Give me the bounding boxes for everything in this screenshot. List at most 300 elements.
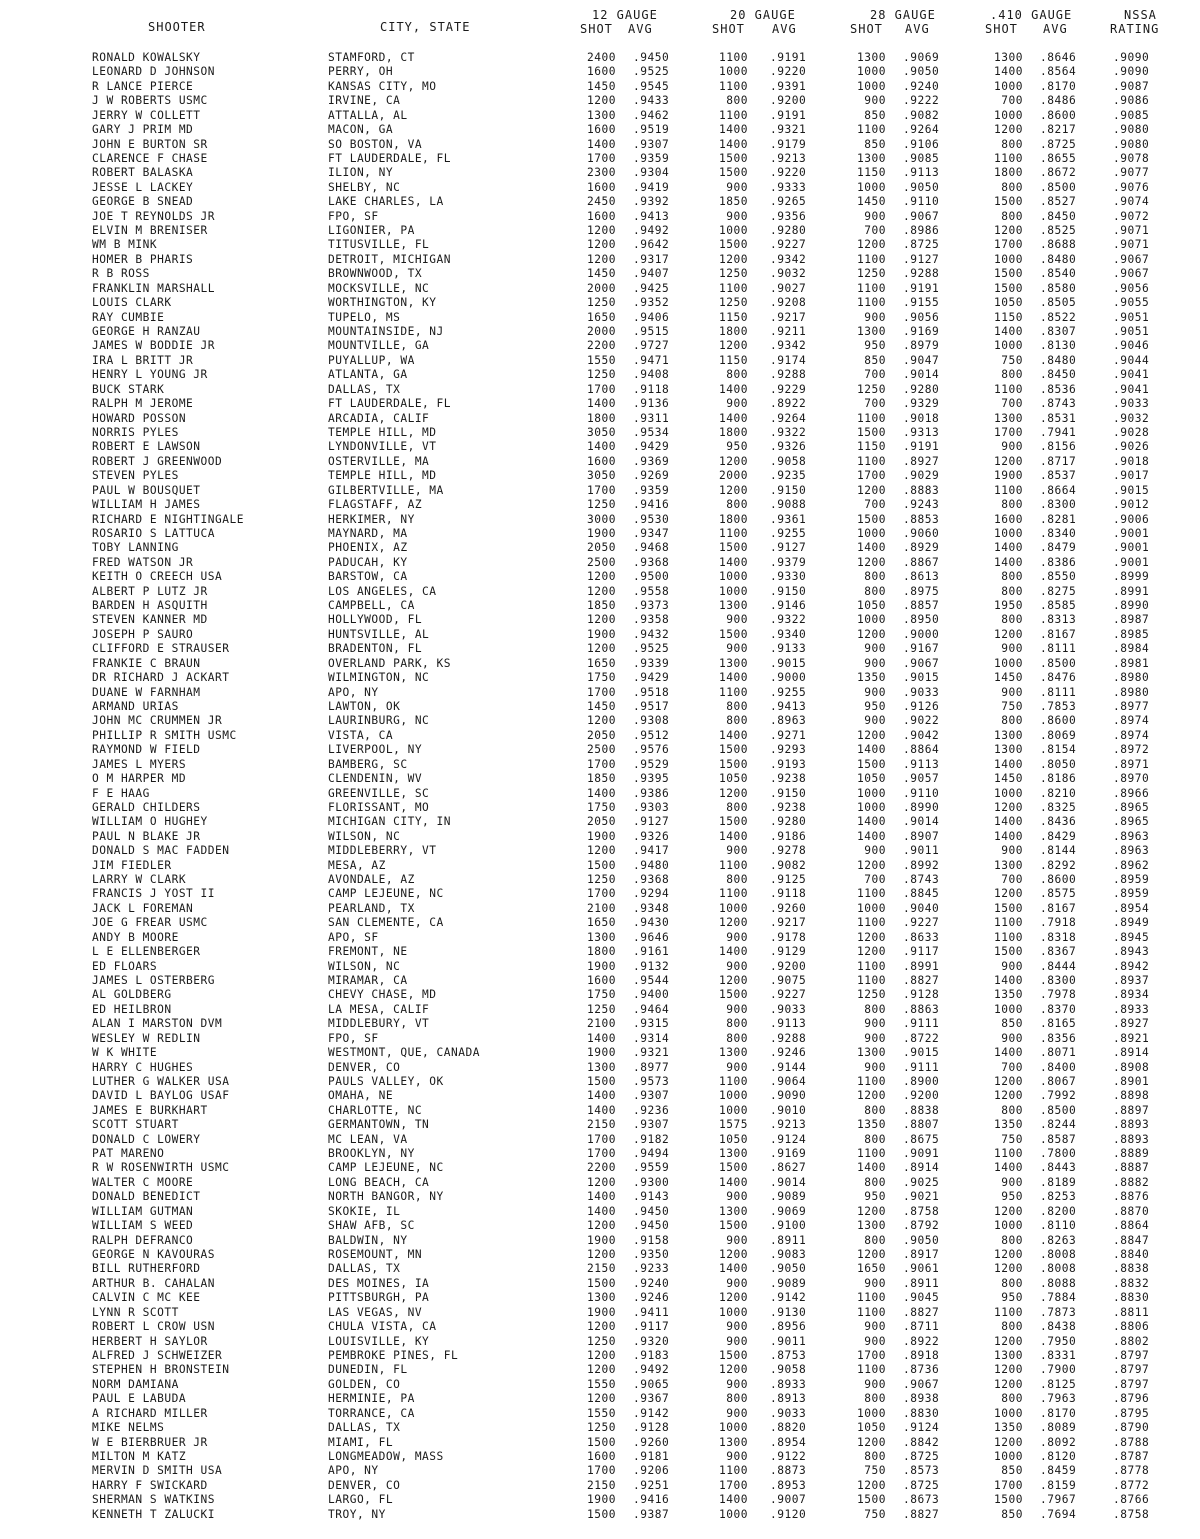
gauge-28-shot: 900	[864, 1377, 886, 1391]
gauge-28-shot: 1000	[857, 526, 886, 540]
gauge-28-shot: 900	[864, 310, 886, 324]
gauge-20-shot: 900	[726, 1334, 748, 1348]
gauge-28-avg: .9240	[903, 79, 940, 93]
gauge-28-avg: .8633	[903, 930, 940, 944]
gauge-410-shot: 950	[1001, 1190, 1023, 1204]
gauge-12-shot: 1800	[587, 945, 616, 959]
gauge-410-shot: 1150	[994, 310, 1023, 324]
nssa-rating: .9072	[1113, 209, 1150, 223]
shooter-name: STEPHEN H BRONSTEIN	[92, 1363, 230, 1377]
gauge-28-shot: 800	[864, 1132, 886, 1146]
gauge-410-avg: .8300	[1040, 498, 1077, 512]
gauge-410-avg: .8450	[1040, 209, 1077, 223]
city-state: TEMPLE HILL, MD	[328, 469, 437, 483]
gauge-12-avg: .9492	[633, 1363, 670, 1377]
table-row	[0, 1262, 1200, 1276]
city-state: GERMANTOWN, TN	[328, 1118, 430, 1132]
gauge-20-avg: .9220	[770, 65, 807, 79]
gauge-20-avg: .9280	[770, 815, 807, 829]
gauge-12-shot: 1700	[587, 483, 616, 497]
gauge-20-avg: .9227	[770, 988, 807, 1002]
table-row	[0, 1147, 1200, 1161]
gauge-20-avg: .8954	[770, 1435, 807, 1449]
city-state: BROOKLYN, NY	[328, 1147, 415, 1161]
table-row	[0, 210, 1200, 224]
gauge-12-avg: .9127	[633, 815, 670, 829]
table-row	[0, 1234, 1200, 1248]
gauge-20-shot: 900	[726, 1276, 748, 1290]
gauge-28-shot: 1100	[857, 1291, 886, 1305]
nssa-rating: .8889	[1113, 1147, 1150, 1161]
gauge-28-shot: 1250	[857, 267, 886, 281]
city-state: LONGMEADOW, MASS	[328, 1449, 444, 1463]
gauge-12-avg: .9559	[633, 1161, 670, 1175]
nssa-rating: .9044	[1113, 353, 1150, 367]
gauge-410-shot: 1350	[994, 1118, 1023, 1132]
gauge-20-avg: .9260	[770, 901, 807, 915]
city-state: MIDDLEBURY, VT	[328, 1017, 430, 1031]
gauge-410-shot: 900	[1001, 1031, 1023, 1045]
city-state: WILSON, NC	[328, 829, 401, 843]
table-row	[0, 1291, 1200, 1305]
gauge-20-shot: 1400	[719, 123, 748, 137]
city-state: FT LAUDERDALE, FL	[328, 151, 452, 165]
gauge-410-shot: 1000	[994, 339, 1023, 353]
gauge-410-shot: 700	[1001, 94, 1023, 108]
gauge-20-shot: 900	[726, 1190, 748, 1204]
gauge-28-avg: .8857	[903, 599, 940, 613]
gauge-12-avg: .9727	[633, 339, 670, 353]
gauge-20-avg: .9227	[770, 238, 807, 252]
gauge-28-shot: 1100	[857, 411, 886, 425]
gauge-20-shot: 900	[726, 209, 748, 223]
table-row	[0, 498, 1200, 512]
table-row	[0, 758, 1200, 772]
gauge-410-shot: 800	[1001, 570, 1023, 584]
gauge-12-avg: .9183	[633, 1348, 670, 1362]
gauge-12-shot: 1300	[587, 1060, 616, 1074]
gauge-12-shot: 1550	[587, 353, 616, 367]
gauge-410-avg: .8600	[1040, 873, 1077, 887]
gauge-28-shot: 1400	[857, 1161, 886, 1175]
nssa-rating: .8840	[1113, 1248, 1150, 1262]
city-state: LOS ANGELES, CA	[328, 584, 437, 598]
nssa-rating: .9001	[1113, 541, 1150, 555]
gauge-28-shot: 1000	[857, 180, 886, 194]
gauge-12-shot: 1200	[587, 94, 616, 108]
gauge-12-avg: .9352	[633, 296, 670, 310]
gauge-12-shot: 1250	[587, 368, 616, 382]
gauge-20-shot: 1500	[719, 1348, 748, 1362]
nssa-rating: .8811	[1113, 1305, 1150, 1319]
table-row	[0, 1003, 1200, 1017]
gauge-410-shot: 1600	[994, 512, 1023, 526]
gauge-28-avg: .9110	[903, 786, 940, 800]
gauge-20-avg: .9255	[770, 526, 807, 540]
gauge-12-avg: .9128	[633, 1421, 670, 1435]
gauge-410-avg: .8159	[1040, 1478, 1077, 1492]
gauge-12-avg: .9576	[633, 743, 670, 757]
gauge-12-avg: .9161	[633, 945, 670, 959]
gauge-28-avg: .9091	[903, 1147, 940, 1161]
gauge-20-shot: 1200	[719, 1363, 748, 1377]
gauge-20-shot: 1100	[719, 858, 748, 872]
gauge-410-shot: 800	[1001, 1276, 1023, 1290]
gauge-28-avg: .9014	[903, 815, 940, 829]
gauge-410-avg: .8600	[1040, 108, 1077, 122]
gauge-28-shot: 800	[864, 1002, 886, 1016]
city-state: CHARLOTTE, NC	[328, 1103, 423, 1117]
gauge-28-avg: .9018	[903, 411, 940, 425]
shooter-name: BARDEN H ASQUITH	[92, 599, 208, 613]
gauge-410-avg: .8400	[1040, 1060, 1077, 1074]
nssa-rating: .8806	[1113, 1320, 1150, 1334]
gauge-28-avg: .8863	[903, 1002, 940, 1016]
gauge-20-avg: .9000	[770, 671, 807, 685]
gauge-28-avg: .9329	[903, 397, 940, 411]
city-state: APO, NY	[328, 685, 379, 699]
gauge-12-avg: .9307	[633, 137, 670, 151]
nssa-rating: .9006	[1113, 512, 1150, 526]
gauge-20-avg: .9379	[770, 555, 807, 569]
gauge-410-shot: 1200	[994, 1334, 1023, 1348]
table-row	[0, 772, 1200, 786]
gauge-20-avg: .9142	[770, 1291, 807, 1305]
gauge-28-avg: .9085	[903, 151, 940, 165]
city-state: CAMP LEJEUNE, NC	[328, 887, 444, 901]
gauge-28-shot: 1400	[857, 743, 886, 757]
gauge-28-shot: 1500	[857, 757, 886, 771]
gauge-410-shot: 750	[1001, 1132, 1023, 1146]
gauge-410-shot: 1450	[994, 671, 1023, 685]
nssa-rating: .8927	[1113, 1017, 1150, 1031]
nssa-rating: .8949	[1113, 916, 1150, 930]
gauge-20-avg: .9271	[770, 728, 807, 742]
gauge-410-avg: .8210	[1040, 786, 1077, 800]
gauge-410-shot: 1500	[994, 281, 1023, 295]
gauge-12-avg: .9429	[633, 440, 670, 454]
gauge-12-shot: 1700	[587, 1147, 616, 1161]
gauge-12-shot: 1700	[587, 382, 616, 396]
gauge-28-shot: 1650	[857, 1262, 886, 1276]
nssa-rating: .8870	[1113, 1204, 1150, 1218]
shooter-name: CLIFFORD E STRAUSER	[92, 642, 230, 656]
gauge-410-shot: 800	[1001, 498, 1023, 512]
gauge-28-avg: .9110	[903, 195, 940, 209]
gauge-410-shot: 1350	[994, 1421, 1023, 1435]
gauge-20-shot: 1200	[719, 916, 748, 930]
city-state: IRVINE, CA	[328, 94, 401, 108]
gauge-410-avg: .8522	[1040, 310, 1077, 324]
city-state: SAN CLEMENTE, CA	[328, 916, 444, 930]
gauge-20-avg: .9213	[770, 1118, 807, 1132]
gauge-20-shot: 1300	[719, 656, 748, 670]
gauge-20-shot: 1400	[719, 945, 748, 959]
gauge-20-avg: .9342	[770, 339, 807, 353]
gauge-12-avg: .9311	[633, 411, 670, 425]
shooter-name: W K WHITE	[92, 1046, 158, 1060]
gauge-28-shot: 700	[864, 368, 886, 382]
gauge-410-avg: .8480	[1040, 252, 1077, 266]
gauge-12-avg: .9269	[633, 469, 670, 483]
gauge-20-avg: .8913	[770, 1392, 807, 1406]
nssa-rating: .9012	[1113, 498, 1150, 512]
gauge-20-avg: .9150	[770, 483, 807, 497]
gauge-20-avg: .8911	[770, 1233, 807, 1247]
gauge-28-avg: .8736	[903, 1363, 940, 1377]
nssa-rating: .8778	[1113, 1464, 1150, 1478]
gauge-20-shot: 1100	[719, 108, 748, 122]
table-row	[0, 613, 1200, 627]
gauge-410-avg: .8459	[1040, 1464, 1077, 1478]
city-state: GOLDEN, CO	[328, 1377, 401, 1391]
gauge-410-avg: .8500	[1040, 656, 1077, 670]
gauge-12-avg: .9367	[633, 1392, 670, 1406]
gauge-20-shot: 1050	[719, 772, 748, 786]
table-row	[0, 383, 1200, 397]
nssa-rating: .9051	[1113, 310, 1150, 324]
city-state: ATTALLA, AL	[328, 108, 408, 122]
gauge-28-shot: 1200	[857, 1089, 886, 1103]
nssa-rating: .8864	[1113, 1219, 1150, 1233]
gauge-410-shot: 1200	[994, 1363, 1023, 1377]
gauge-20-avg: .9200	[770, 959, 807, 973]
shooter-name: GERALD CHILDERS	[92, 800, 201, 814]
gauge-410-shot: 900	[1001, 844, 1023, 858]
city-state: LYNDONVILLE, VT	[328, 440, 437, 454]
gauge-410-avg: .8743	[1040, 397, 1077, 411]
gauge-20-avg: .8820	[770, 1421, 807, 1435]
gauge-28-avg: .9169	[903, 325, 940, 339]
gauge-20-avg: .9050	[770, 1262, 807, 1276]
gauge-12-shot: 1200	[587, 224, 616, 238]
nssa-rating: .9032	[1113, 411, 1150, 425]
gauge-28-shot: 1350	[857, 1118, 886, 1132]
nssa-rating: .8796	[1113, 1392, 1150, 1406]
table-row	[0, 166, 1200, 180]
shooter-name: JOHN MC CRUMMEN JR	[92, 714, 223, 728]
gauge-28-shot: 1450	[857, 195, 886, 209]
gauge-20-avg: .9179	[770, 137, 807, 151]
gauge-12-avg: .9558	[633, 584, 670, 598]
gauge-28-avg: .9047	[903, 353, 940, 367]
gauge-28-avg: .8807	[903, 1118, 940, 1132]
gauge-12-shot: 1500	[587, 1507, 616, 1521]
gauge-20-shot: 1575	[719, 1118, 748, 1132]
shooter-name: RALPH DEFRANCO	[92, 1233, 194, 1247]
gauge-410-shot: 1450	[994, 772, 1023, 786]
gauge-12-shot: 1800	[587, 411, 616, 425]
gauge-28-avg: .9042	[903, 728, 940, 742]
gauge-12-shot: 1900	[587, 526, 616, 540]
gauge-410-avg: .7853	[1040, 699, 1077, 713]
shooter-name: ARMAND URIAS	[92, 699, 179, 713]
gauge-20-avg: .9124	[770, 1132, 807, 1146]
table-row	[0, 238, 1200, 252]
table-row	[0, 1363, 1200, 1377]
gauge-28-shot: 1300	[857, 1046, 886, 1060]
gauge-20-avg: .9238	[770, 800, 807, 814]
gauge-12-shot: 1850	[587, 599, 616, 613]
gauge-20-avg: .8922	[770, 397, 807, 411]
gauge-12-avg: .9407	[633, 267, 670, 281]
nssa-rating: .8901	[1113, 1074, 1150, 1088]
city-state: MOCKSVILLE, NC	[328, 281, 430, 295]
gauge-28-avg: .8938	[903, 1392, 940, 1406]
gauge-28-shot-header: SHOT	[850, 22, 883, 36]
table-row	[0, 1320, 1200, 1334]
shooter-name: RAYMOND W FIELD	[92, 743, 201, 757]
gauge-28-shot: 1400	[857, 829, 886, 843]
gauge-12-avg: .9326	[633, 829, 670, 843]
gauge-20-shot: 1100	[719, 526, 748, 540]
table-row	[0, 80, 1200, 94]
city-state: MICHIGAN CITY, IN	[328, 815, 452, 829]
shooter-name: JAMES E BURKHART	[92, 1103, 208, 1117]
gauge-12-shot: 1700	[587, 887, 616, 901]
gauge-28-shot: 850	[864, 108, 886, 122]
gauge-28-shot: 1200	[857, 1435, 886, 1449]
gauge-20-shot: 1200	[719, 786, 748, 800]
nssa-rating: .8963	[1113, 844, 1150, 858]
gauge-28-shot: 1050	[857, 772, 886, 786]
gauge-410-avg: .8531	[1040, 411, 1077, 425]
gauge-28-shot: 900	[864, 1276, 886, 1290]
gauge-20-avg: .9321	[770, 123, 807, 137]
table-row	[0, 801, 1200, 815]
gauge-410-avg: .8585	[1040, 599, 1077, 613]
gauge-20-avg: .9069	[770, 1204, 807, 1218]
gauge-410-avg: .8386	[1040, 555, 1077, 569]
gauge-28-shot: 850	[864, 353, 886, 367]
gauge-410-avg: .7992	[1040, 1089, 1077, 1103]
gauge-28-avg: .9033	[903, 685, 940, 699]
gauge-410-avg: .8069	[1040, 728, 1077, 742]
shooter-name: GEORGE B SNEAD	[92, 195, 194, 209]
shooter-name: BUCK STARK	[92, 382, 165, 396]
gauge-410-avg: .8505	[1040, 296, 1077, 310]
gauge-410-avg: .8050	[1040, 757, 1077, 771]
gauge-12-shot: 1200	[587, 642, 616, 656]
gauge-28-avg: .8950	[903, 613, 940, 627]
nssa-rating: .9033	[1113, 397, 1150, 411]
nssa-rating: .8970	[1113, 772, 1150, 786]
gauge-12-shot: 3000	[587, 512, 616, 526]
gauge-20-shot: 800	[726, 699, 748, 713]
nssa-rating: .8991	[1113, 584, 1150, 598]
gauge-410-avg: .8189	[1040, 1175, 1077, 1189]
gauge-20-shot: 1250	[719, 267, 748, 281]
city-state: ROSEMOUNT, MN	[328, 1248, 423, 1262]
gauge-28-shot: 900	[864, 209, 886, 223]
gauge-28-shot: 900	[864, 1334, 886, 1348]
gauge-12-avg: .9339	[633, 656, 670, 670]
gauge-410-shot: 1400	[994, 757, 1023, 771]
gauge-12-avg: .9395	[633, 772, 670, 786]
nssa-rating: .8943	[1113, 945, 1150, 959]
gauge-12-avg: .9642	[633, 238, 670, 252]
gauge-28-avg: .9126	[903, 699, 940, 713]
gauge-410-avg: .8186	[1040, 772, 1077, 786]
gauge-410-avg: .7884	[1040, 1291, 1077, 1305]
gauge-12-shot: 1600	[587, 1449, 616, 1463]
table-row	[0, 1089, 1200, 1103]
gauge-28-shot: 800	[864, 1449, 886, 1463]
gauge-12-avg: .9529	[633, 757, 670, 771]
gauge-12-shot: 1900	[587, 829, 616, 843]
table-row	[0, 931, 1200, 945]
gauge-12-avg: .9450	[633, 1204, 670, 1218]
gauge-28-avg: .9111	[903, 1060, 940, 1074]
gauge-410-shot: 1100	[994, 382, 1023, 396]
gauge-12-avg: .9158	[633, 1233, 670, 1247]
shooter-name: PAUL W BOUSQUET	[92, 483, 201, 497]
gauge-28-avg: .8725	[903, 1449, 940, 1463]
gauge-28-avg: .8722	[903, 1031, 940, 1045]
gauge-12-avg: .9236	[633, 1103, 670, 1117]
table-row	[0, 1190, 1200, 1204]
gauge-28-shot: 1150	[857, 166, 886, 180]
city-state: VISTA, CA	[328, 728, 394, 742]
gauge-410-avg: .8292	[1040, 858, 1077, 872]
gauge-410-shot: 950	[1001, 1291, 1023, 1305]
gauge-410-shot: 1500	[994, 901, 1023, 915]
gauge-410-avg: .8540	[1040, 267, 1077, 281]
gauge-12-avg: .9392	[633, 195, 670, 209]
table-row	[0, 311, 1200, 325]
gauge-28-avg: .9060	[903, 526, 940, 540]
table-row	[0, 339, 1200, 353]
gauge-410-avg: .8564	[1040, 65, 1077, 79]
gauge-410-shot: 1300	[994, 51, 1023, 64]
gauge-410-avg: .8500	[1040, 180, 1077, 194]
gauge-28-shot: 1200	[857, 627, 886, 641]
city-state: NORTH BANGOR, NY	[328, 1190, 444, 1204]
gauge-410-shot: 1000	[994, 252, 1023, 266]
city-state: WORTHINGTON, KY	[328, 296, 437, 310]
shooter-name: FRED WATSON JR	[92, 555, 194, 569]
gauge-12-avg: .9413	[633, 209, 670, 223]
gauge-28-avg: .8675	[903, 1132, 940, 1146]
gauge-410-shot: 800	[1001, 584, 1023, 598]
city-state: DENVER, CO	[328, 1060, 401, 1074]
gauge-12-avg: .9518	[633, 685, 670, 699]
gauge-28-shot: 900	[864, 94, 886, 108]
shooter-name: DONALD BENEDICT	[92, 1190, 201, 1204]
gauge-20-shot: 1300	[719, 1204, 748, 1218]
gauge-20-avg: .9213	[770, 151, 807, 165]
gauge-12-avg: .9494	[633, 1147, 670, 1161]
gauge-20-shot: 1500	[719, 166, 748, 180]
gauge-410-avg: .8253	[1040, 1190, 1077, 1204]
gauge-20-avg: .9133	[770, 642, 807, 656]
shooter-name: L E ELLENBERGER	[92, 945, 201, 959]
gauge-12-avg: .9315	[633, 1017, 670, 1031]
gauge-12-avg: .9142	[633, 1406, 670, 1420]
gauge-28-shot: 1100	[857, 1147, 886, 1161]
gauge-28-shot: 900	[864, 1017, 886, 1031]
gauge-28-shot: 800	[864, 1175, 886, 1189]
table-row	[0, 945, 1200, 959]
nssa-rating: .8934	[1113, 988, 1150, 1002]
nssa-rating: .8954	[1113, 901, 1150, 915]
gauge-20-avg: .9278	[770, 844, 807, 858]
shooter-name: HENRY L YOUNG JR	[92, 368, 208, 382]
city-state: AVONDALE, AZ	[328, 873, 415, 887]
nssa-rating: .9046	[1113, 339, 1150, 353]
gauge-28-avg: .9061	[903, 1262, 940, 1276]
shooter-name: R LANCE PIERCE	[92, 79, 194, 93]
